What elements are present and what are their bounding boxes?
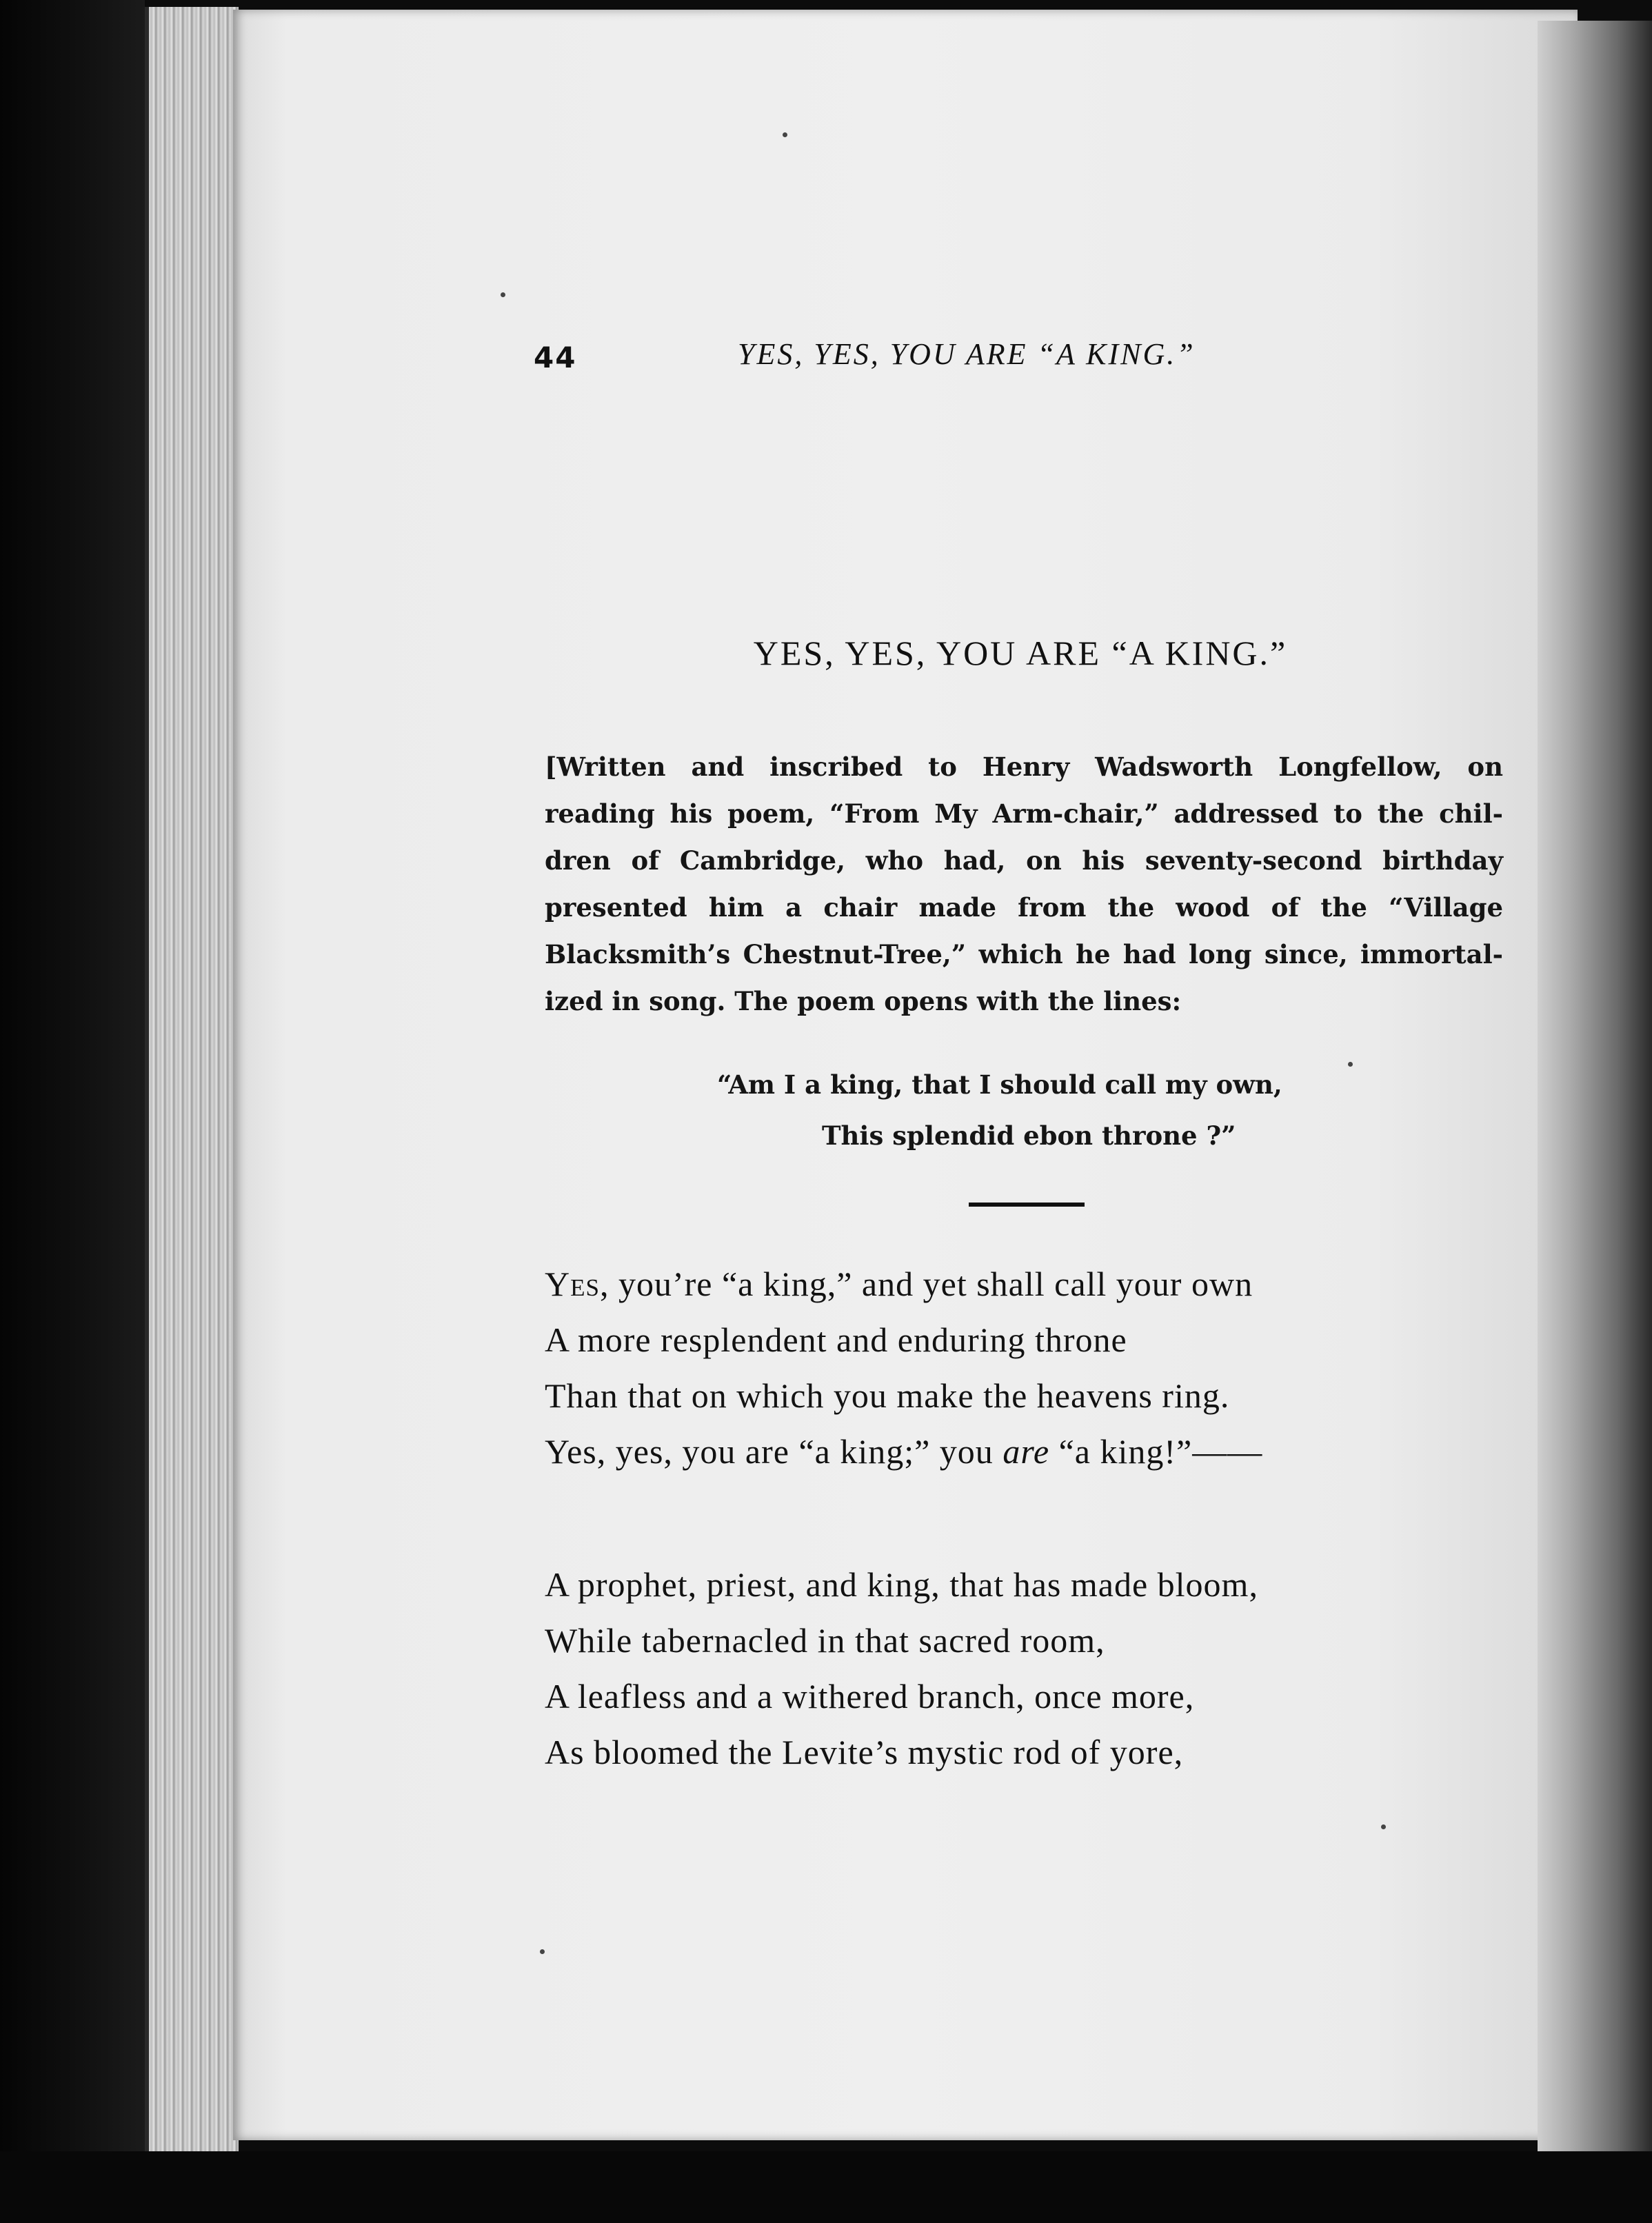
quote-line: This splendid ebon throne ?” xyxy=(822,1120,1236,1151)
quote-line: “Am I a king, that I should call my own, xyxy=(717,1069,1282,1100)
emphasis-text: are xyxy=(1003,1432,1050,1471)
running-head xyxy=(0,336,1652,385)
paper-speck xyxy=(783,132,787,137)
stanza-1 xyxy=(545,1256,1510,1480)
poem-title: YES, YES, YOU ARE “A KING.” xyxy=(753,634,1288,672)
verse-text: , you’re “a king,” and yet shall call your own xyxy=(599,1265,1253,1303)
bottom-background xyxy=(0,2151,1652,2223)
paper-speck xyxy=(1381,1824,1386,1829)
intro-line: dren of Cambridge, who had, on his seventy-second birthday xyxy=(545,845,1503,876)
verse-line xyxy=(545,1256,1510,1312)
verse-line: While tabernacled in that sacred room, xyxy=(545,1621,1105,1660)
verse-text: Yes, yes, you are “a king;” you xyxy=(545,1432,1003,1471)
book-binding-shadow xyxy=(0,0,145,2223)
verse-line xyxy=(545,1424,1510,1480)
verse-line: A prophet, priest, and king, that has made bloom, xyxy=(545,1565,1258,1604)
drop-cap: Y xyxy=(545,1265,571,1303)
intro-line: ized in song. The poem opens with the lines: xyxy=(545,986,1182,1016)
small-caps-text: es xyxy=(570,1265,600,1303)
intro-line: presented him a chair made from the wood of the “Village xyxy=(545,892,1503,923)
stanza-2 xyxy=(545,1557,1510,1780)
verse-text: “a king!”—— xyxy=(1049,1432,1263,1471)
paper-speck xyxy=(501,292,505,297)
intro-note xyxy=(545,743,1503,1025)
section-divider xyxy=(969,1203,1085,1207)
verse-line: As bloomed the Levite’s mystic rod of yore, xyxy=(545,1733,1184,1771)
intro-line: [Written and inscribed to Henry Wadsworth Longfellow, on xyxy=(545,752,1503,782)
paper-speck xyxy=(540,1949,545,1954)
page-number: 44 xyxy=(534,341,577,374)
running-title: YES, YES, YOU ARE “A KING.” xyxy=(738,337,1196,371)
intro-line: Blacksmith’s Chestnut-Tree,” which he had long since, immortal- xyxy=(545,939,1503,969)
verse-line: A leafless and a withered branch, once more, xyxy=(545,1677,1195,1716)
intro-line: reading his poem, “From My Arm-chair,” addressed to the chil- xyxy=(545,798,1503,829)
verse-line: A more resplendent and enduring throne xyxy=(545,1320,1127,1359)
page-stack-edge xyxy=(145,7,239,2151)
paper-speck xyxy=(1348,1062,1353,1067)
verse-line: Than that on which you make the heavens ring. xyxy=(545,1376,1230,1415)
